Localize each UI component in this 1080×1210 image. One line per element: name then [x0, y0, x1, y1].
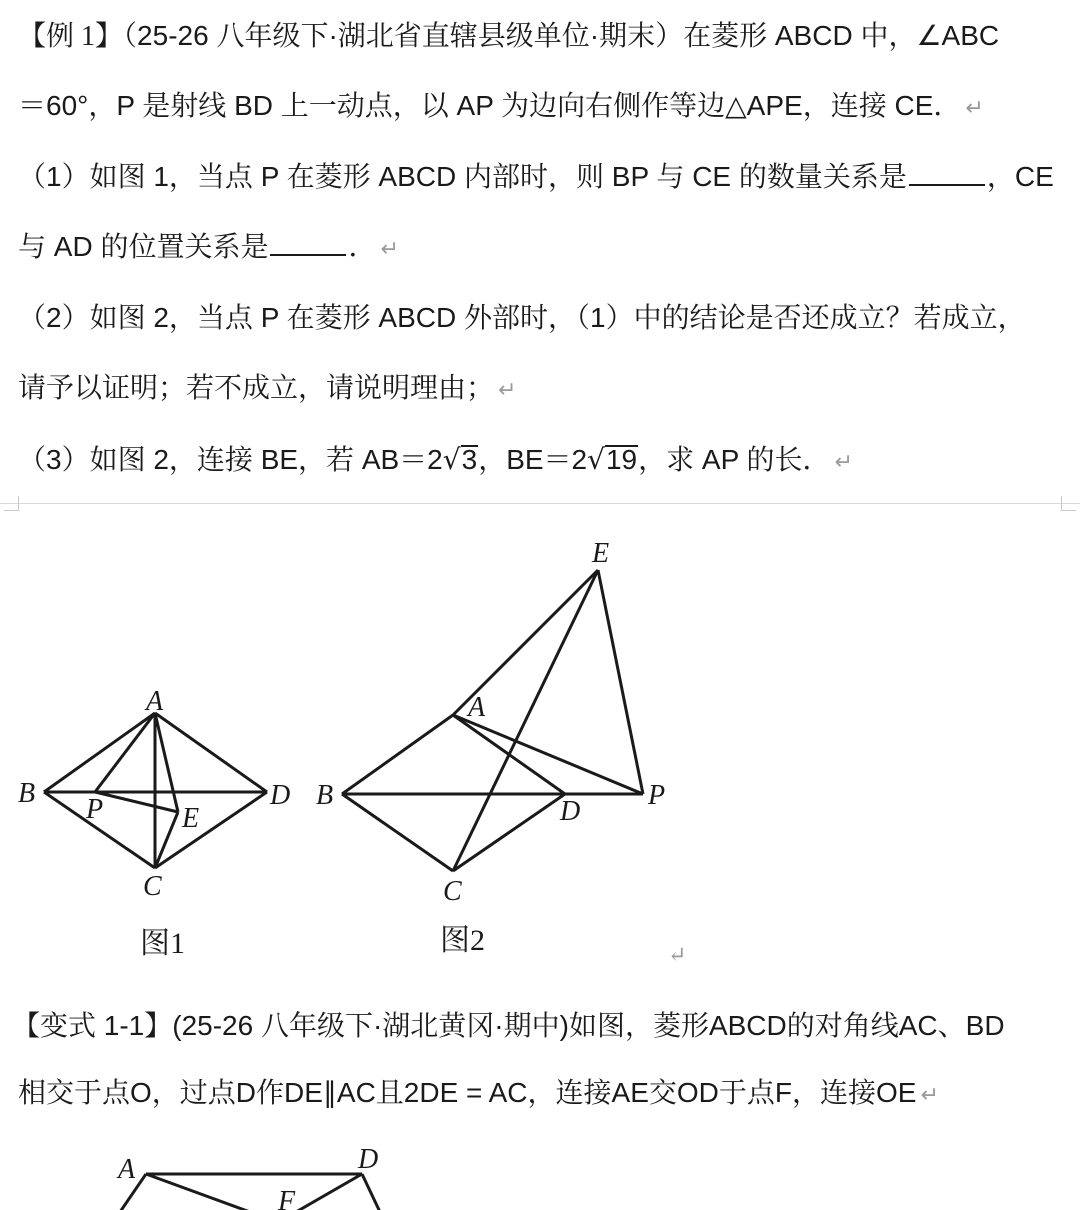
sqrt-symbol: √ — [587, 443, 605, 476]
variant-label-A: A — [118, 1154, 136, 1185]
question1-part3: 与 AD 的位置关系是 — [18, 231, 269, 262]
variant-label: 【变式 1-1】 — [12, 1010, 173, 1041]
fig1-label-D: D — [270, 780, 291, 811]
fig1-edge-BA — [44, 713, 155, 792]
fig2-label-E: E — [592, 538, 610, 569]
return-mark: ↵ — [668, 942, 687, 967]
question3-part3: ，求 AP 的长． — [638, 444, 831, 475]
section-separator — [0, 503, 1080, 504]
example-bracket-open: 【 — [18, 20, 47, 51]
variant-segment-A1 — [146, 1174, 250, 1210]
fig2-label-B: B — [316, 780, 334, 811]
variant-segment-D1 — [296, 1174, 362, 1210]
example1-title-line — [18, 18, 999, 55]
answer-blank-1 — [909, 160, 985, 186]
fig2-label-A: A — [468, 692, 486, 723]
question1-line-2 — [18, 229, 399, 267]
variant-line-1 — [12, 1008, 1005, 1044]
radicand-1: 3 — [461, 444, 478, 475]
fig1-label-A: A — [146, 686, 164, 717]
example-source: （25-26 八年级下·湖北省直辖县级单位·期末） — [123, 20, 684, 51]
variant-text-2: 相交于点O，过点D作DE∥AC且2DE = AC，连接AE交OD于点F，连接OE — [18, 1077, 917, 1108]
return-mark: ↵ — [380, 236, 399, 261]
variant-segment-D2 — [362, 1174, 380, 1210]
page-corner-right — [1061, 496, 1076, 511]
fig1-segment-PE — [95, 792, 178, 812]
variant-label-F: F — [278, 1186, 296, 1210]
fig2-edge-CB — [342, 794, 453, 871]
fig1-label-C: C — [143, 871, 162, 902]
variant-text-1: 如图，菱形ABCD的对角线AC、BD — [568, 1010, 1005, 1041]
fig1-label-P: P — [86, 794, 104, 825]
fig2-edge-DC — [453, 794, 565, 871]
question1-part1: （1）如图 1，当点 P 在菱形 ABCD 内部时，则 BP 与 CE 的数量关系是 — [18, 161, 907, 192]
figure2-shape — [342, 570, 643, 871]
figure1-caption: 图1 — [140, 927, 185, 960]
return-mark: ↵ — [920, 1082, 939, 1107]
fig2-segment-EP — [598, 570, 643, 794]
variant-source: (25-26 八年级下·湖北黄冈·期中) — [172, 1010, 569, 1041]
example-label: 例 1 — [46, 21, 96, 52]
question2-line-2 — [18, 370, 516, 408]
question1-part2: ，CE — [986, 161, 1054, 192]
question1-line-1 — [18, 159, 1054, 195]
fig1-label-B: B — [18, 778, 36, 809]
example-stem-2: ＝60°，P 是射线 BD 上一动点，以 AP 为边向右侧作等边△APE，连接 CE． — [18, 90, 962, 121]
return-mark: ↵ — [965, 95, 984, 120]
variant-line-2 — [18, 1075, 939, 1113]
question2-part1: （2）如图 2，当点 P 在菱形 ABCD 外部时，（1）中的结论是否还成立？若成立， — [18, 302, 1026, 333]
figure1-shape — [44, 713, 267, 868]
example1-stem-line-2 — [18, 88, 984, 126]
return-mark: ↵ — [834, 449, 853, 474]
fig1-segment-AP — [95, 713, 155, 792]
fig1-label-E: E — [182, 803, 200, 834]
example-stem-1: 在菱形 ABCD 中，∠ABC — [683, 20, 1000, 51]
fig2-edge-BA — [342, 715, 453, 794]
figures-diagram — [0, 520, 1080, 1000]
question1-part4: ． — [348, 231, 377, 262]
variant-label-D: D — [358, 1144, 379, 1175]
question3-line — [18, 442, 853, 480]
return-mark: ↵ — [498, 377, 517, 402]
question3-part2: ，BE＝2 — [478, 444, 588, 475]
sqrt-symbol: √ — [442, 443, 461, 476]
page-corner-left — [4, 496, 19, 511]
example-bracket-close: 】 — [95, 20, 124, 51]
question2-part2: 请予以证明；若不成立，请说明理由； — [18, 372, 495, 403]
fig2-label-P: P — [648, 780, 666, 811]
question2-line-1 — [18, 300, 1026, 336]
fig2-label-C: C — [443, 876, 462, 907]
variant-figure — [100, 1140, 520, 1210]
radicand-2: 19 — [605, 444, 638, 475]
figure2-caption: 图2 — [440, 924, 485, 957]
question3-part1: （3）如图 2，连接 BE，若 AB＝2 — [18, 444, 443, 475]
answer-blank-2 — [270, 230, 346, 256]
fig2-label-D: D — [560, 796, 581, 827]
